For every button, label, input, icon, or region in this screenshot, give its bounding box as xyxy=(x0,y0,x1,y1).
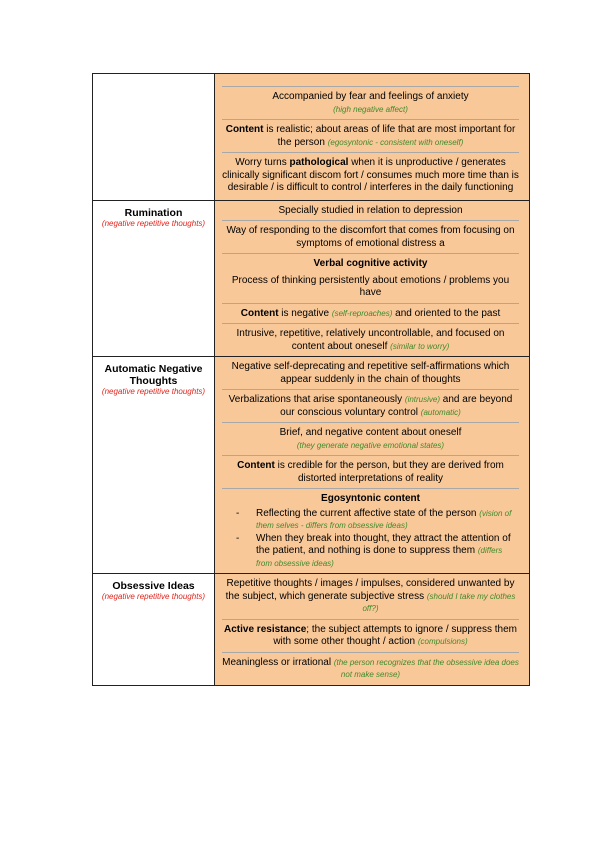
parenthetical-note: (vision of them selves - differs from obsessive ideas) xyxy=(256,508,512,530)
category-cell xyxy=(93,574,215,685)
category-tag: (negative repetitive thoughts) xyxy=(101,387,206,396)
bold-term: Content xyxy=(237,460,275,471)
item-text: Brief, and negative content about oneself xyxy=(279,427,462,438)
category-tag: (negative repetitive thoughts) xyxy=(101,218,206,228)
item-text: Way of responding to the discomfort that comes from focusing on symptoms of emotional distress a xyxy=(226,225,515,249)
description-item xyxy=(222,152,519,198)
bold-term: pathological xyxy=(289,157,349,168)
item-text: and are beyond our conscious voluntary control xyxy=(280,394,513,418)
category-name: Obsessive Ideas xyxy=(112,580,195,592)
item-text: Reflecting the current affective state of the person xyxy=(256,507,480,519)
description-item xyxy=(222,389,519,422)
list-item xyxy=(236,508,519,533)
parenthetical-note: (compulsions) xyxy=(417,637,468,646)
parenthetical-note: (high negative affect) xyxy=(333,104,408,114)
description-item xyxy=(222,619,519,652)
item-text: Negative self-deprecating and repetitive self-affirmations which appear suddenly in the chain of thoughts xyxy=(231,361,510,385)
description-item xyxy=(222,422,519,455)
parenthetical-note: (self-reproaches) xyxy=(331,308,393,318)
category-cell xyxy=(93,201,215,357)
parenthetical-note: (automatic) xyxy=(420,407,461,417)
bold-term: Verbal cognitive activity xyxy=(313,258,428,269)
category-cell xyxy=(93,74,215,200)
bold-term: Active resistance xyxy=(224,623,307,635)
bold-term: Content xyxy=(225,124,264,135)
thought-types-table xyxy=(92,73,530,686)
item-text: Intrusive, repetitive, relatively uncontrollable, and focused on content about oneself xyxy=(236,328,505,352)
description-item xyxy=(222,201,519,221)
category-name: Rumination xyxy=(124,206,183,219)
table-row xyxy=(93,74,529,200)
category-cell xyxy=(93,357,215,573)
parenthetical-note: (egosyntonic - consistent with oneself) xyxy=(327,137,464,147)
item-text: Meaningless or irrational xyxy=(222,656,334,668)
description-item xyxy=(222,357,519,389)
description-item xyxy=(222,455,519,488)
item-text: ; the subject attempts to ignore / suppress them with some other thought / action xyxy=(273,623,517,647)
description-item xyxy=(222,488,519,573)
bold-term: Egosyntonic content xyxy=(321,493,420,504)
item-text: Specially studied in relation to depression xyxy=(278,204,463,216)
description-item xyxy=(222,323,519,356)
category-name: Automatic Negative Thoughts xyxy=(104,363,203,387)
description-item xyxy=(222,253,519,303)
item-text: when it is unproductive / generates clinically significant discom fort / consumes much more time than is desirable / is difficult to control / interferes in the daily functioning xyxy=(222,157,519,193)
parenthetical-note: (similar to worry) xyxy=(390,341,450,351)
description-item xyxy=(222,119,519,152)
parenthetical-note: (should I take my clothes off?) xyxy=(362,591,516,613)
description-item xyxy=(222,86,519,119)
item-text: is negative xyxy=(278,307,332,319)
list-item xyxy=(236,533,519,571)
table-row xyxy=(93,200,529,357)
parenthetical-note: (intrusive) xyxy=(404,395,441,404)
item-text: Verbalizations that arise spontaneously xyxy=(228,394,405,405)
bold-term: Content xyxy=(240,307,279,319)
table-row xyxy=(93,356,529,573)
description-cell xyxy=(215,74,529,200)
item-text: is realistic; about areas of life that are most important for the person xyxy=(263,124,516,148)
item-text: is credible for the person, but they are derived from distorted interpretations of reality xyxy=(274,460,504,484)
description-cell xyxy=(215,201,529,357)
description-item xyxy=(222,303,519,324)
item-extra-text: Process of thinking persistently about emotions / problems you have xyxy=(231,274,510,298)
parenthetical-note: (they generate negative emotional states) xyxy=(296,440,445,450)
item-text: Accompanied by fear and feelings of anxiety xyxy=(272,91,469,102)
parenthetical-note: (differs from obsessive ideas) xyxy=(256,546,503,568)
parenthetical-note: (the person recognizes that the obsessive idea does not make sense) xyxy=(333,657,519,679)
description-item xyxy=(222,652,519,685)
description-cell xyxy=(215,357,529,573)
item-text: and oriented to the past xyxy=(392,307,501,319)
table-row xyxy=(93,573,529,685)
category-tag: (negative repetitive thoughts) xyxy=(101,592,206,601)
item-text: When they break into thought, they attract the attention of the patient, and nothing is done to suppress them xyxy=(256,532,511,556)
item-text: Worry turns xyxy=(235,157,290,168)
bullet-list xyxy=(222,508,519,571)
item-text: Repetitive thoughts / images / impulses, considered unwanted by the subject, which generate subjective stress xyxy=(225,578,515,602)
description-item xyxy=(222,220,519,253)
description-item xyxy=(222,574,519,619)
description-cell xyxy=(215,574,529,685)
